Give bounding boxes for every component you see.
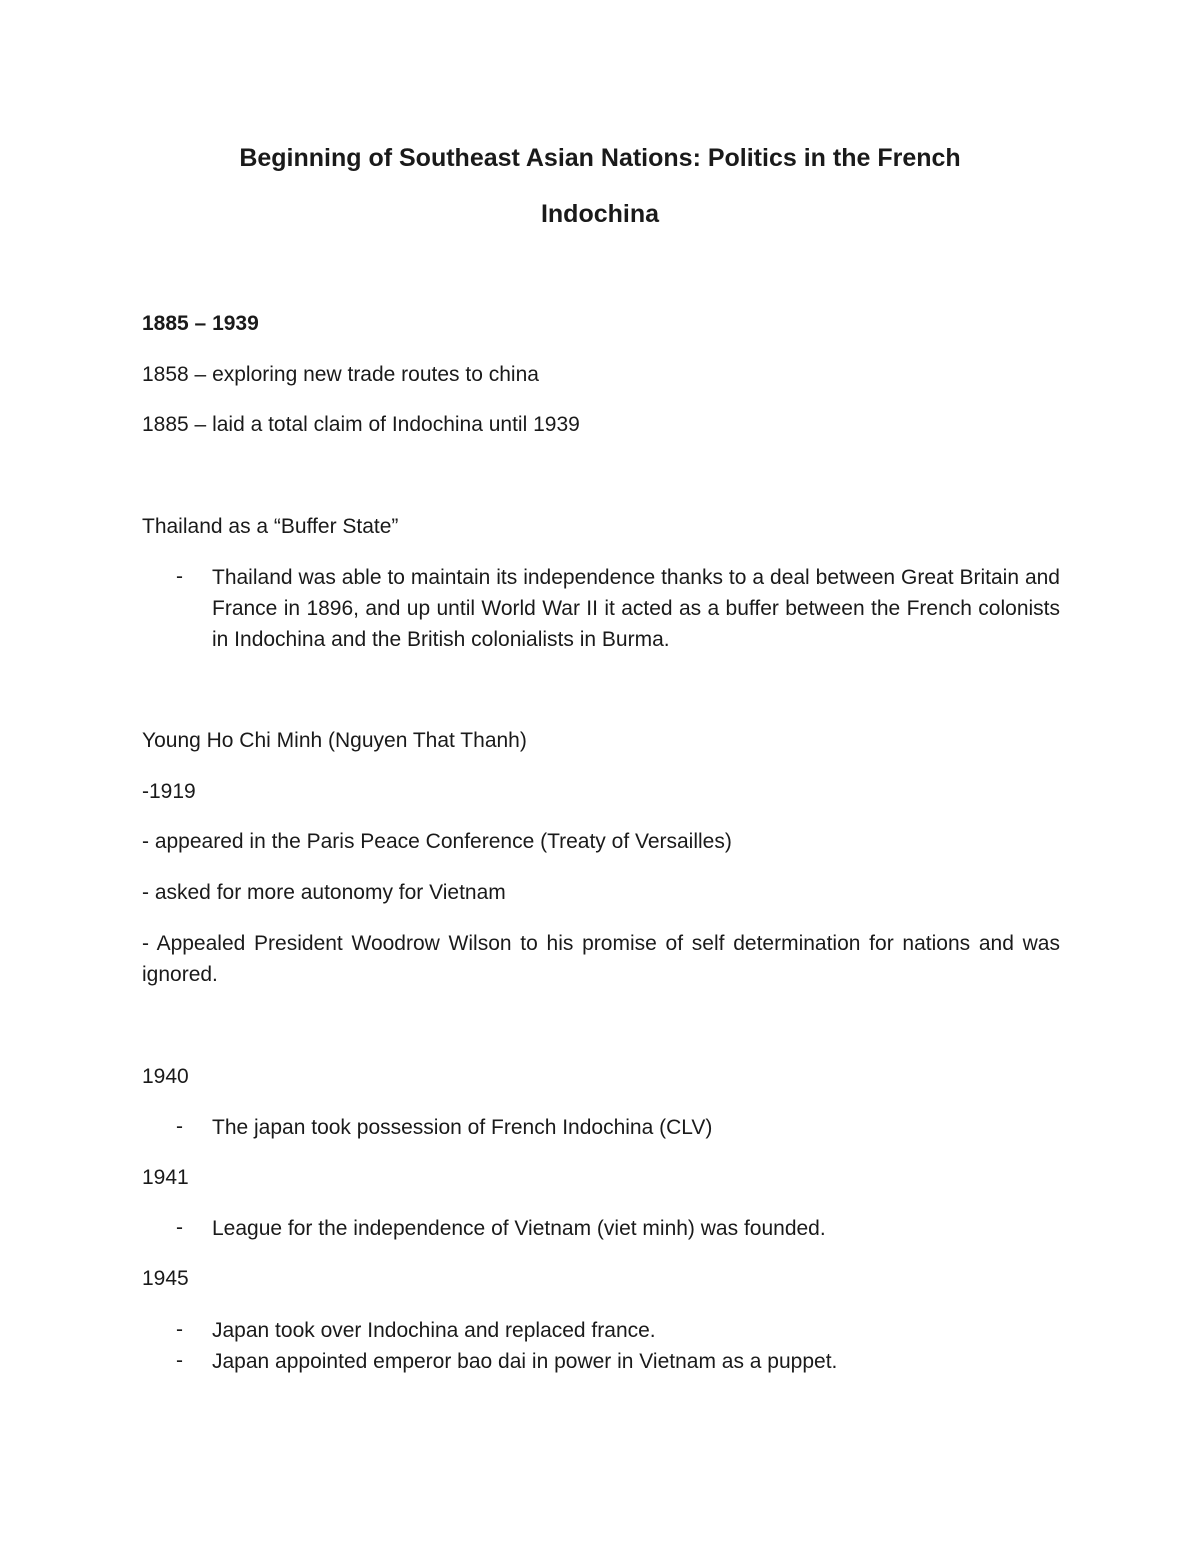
list-line: - appeared in the Paris Peace Conference (Treaty of Versailles)	[142, 830, 732, 853]
bullet-item: The japan took possession of French Indochina (CLV)	[212, 1116, 713, 1139]
section-heading-ho-chi-minh: Young Ho Chi Minh (Nguyen That Thanh)	[142, 729, 527, 752]
timeline-line: 1885 – laid a total claim of Indochina until 1939	[142, 413, 580, 436]
list-line: - asked for more autonomy for Vietnam	[142, 881, 506, 904]
bullet-marker: -	[176, 1216, 183, 1239]
bullet-item: League for the independence of Vietnam (viet minh) was founded.	[212, 1217, 826, 1240]
year-heading-1941: 1941	[142, 1166, 189, 1189]
document-title-line-1: Beginning of Southeast Asian Nations: Politics in the French	[239, 144, 961, 172]
year-heading-1945: 1945	[142, 1267, 189, 1290]
timeline-line: 1858 – exploring new trade routes to china	[142, 363, 539, 386]
bullet-item: Japan appointed emperor bao dai in power in Vietnam as a puppet.	[212, 1350, 838, 1373]
list-line: -1919	[142, 780, 196, 803]
document-title-line-2: Indochina	[540, 200, 660, 228]
section-heading-thailand: Thailand as a “Buffer State”	[142, 515, 399, 538]
bullet-marker: -	[176, 1318, 183, 1341]
bullet-marker: -	[176, 565, 183, 588]
list-line: - Appealed President Woodrow Wilson to his promise of self determination for nations and was ignored.	[142, 932, 1060, 986]
section-heading-1885-1939: 1885 – 1939	[142, 312, 259, 335]
bullet-marker: -	[176, 1115, 183, 1138]
bullet-item: Japan took over Indochina and replaced france.	[212, 1319, 656, 1342]
year-heading-1940: 1940	[142, 1065, 189, 1088]
bullet-item: Thailand was able to maintain its independence thanks to a deal between Great Britain and France in 1896, and up until World War II it acted as a buffer between the French colonists in Indochina and the British colonialists in Burma.	[212, 566, 1060, 651]
bullet-marker: -	[176, 1349, 183, 1372]
